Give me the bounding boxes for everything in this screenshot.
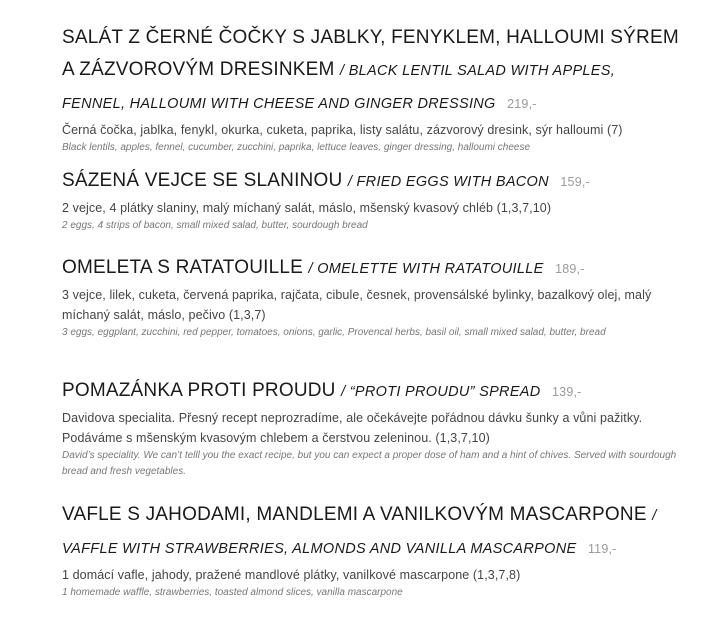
item-price: 219,- [507,97,537,111]
item-name-en: / “PROTI PROUDU” SPREAD [341,384,541,400]
item-name-en: / BLACK LENTIL SALAD WITH APPLES, FENNEL, HALLOUMI WITH CHEESE AND GINGER DRESSING [62,63,616,112]
item-heading [62,252,682,285]
item-description-cz: 3 vejce, lilek, cuketa, červená paprika, rajčata, cibule, česnek, provensálské bylinky, bazalkový olej, malý míchaný salát, máslo, pečivo (1,3,7) [62,288,652,322]
item-description-cz: Davidova specialita. Přesný recept neprozradíme, ale očekávejte pořádnou dávku šunky a vůni pažitky. Podáváme s mšenským kvasovým chlebem a čerstvou zeleninou. (1,3,7,10) [62,411,643,445]
item-name-cz: VAFLE S JAHODAMI, MANDLEMI A VANILKOVÝM MASCARPONE [62,504,647,525]
item-price: 119,- [587,542,617,556]
item-name-en: / OMELETTE WITH RATATOUILLE [308,261,544,277]
item-description-cz: 2 vejce, 4 plátky slaniny, malý míchaný salát, máslo, mšenský kvasový chléb (1,3,7,10) [62,201,552,215]
item-price: 139,- [552,385,582,399]
item-description-cz: Černá čočka, jablka, fenykl, okurka, cuketa, paprika, listy salátu, zázvorový dresink, sýr halloumi (7) [62,123,623,137]
item-name-cz: OMELETA S RATATOUILLE [62,257,304,278]
menu-item-fried-eggs [62,165,682,234]
menu-item-spread [62,375,682,480]
item-heading [62,375,682,408]
item-heading [62,165,682,198]
menu-item-waffle [62,499,682,601]
item-name-cz: SÁZENÁ VEJCE SE SLANINOU [62,170,343,191]
item-price: 189,- [555,262,585,276]
item-name-cz: SALÁT Z ČERNÉ ČOČKY S JABLKY, FENYKLEM, HALLOUMI SÝREM A ZÁZVOROVÝM DRESINKEM [62,27,679,80]
item-name-en: / VAFFLE WITH STRAWBERRIES, ALMONDS AND VANILLA MASCARPONE [62,508,657,557]
menu-item-lentil-salad [62,22,682,156]
item-description-en: Black lentils, apples, fennel, cucumber, zucchini, paprika, lettuce leaves, ginger dressing, halloumi cheese [62,142,531,153]
item-heading [62,22,682,120]
item-price: 159,- [560,175,590,189]
item-description-en: David’s speciality. We can’t telll you the exact recipe, but you can expect a proper dose of ham and a hint of chives. Served with sourdough bread and fresh vegetables. [62,450,677,477]
item-name-en: / FRIED EGGS WITH BACON [347,174,549,190]
item-name-cz: POMAZÁNKA PROTI PROUDU [62,380,336,401]
item-description-en: 2 eggs, 4 strips of bacon, small mixed salad, butter, sourdough bread [62,220,368,231]
item-description-en: 1 homemade waffle, strawberries, toasted almond slices, vanilla mascarpone [62,587,403,598]
item-heading [62,499,682,565]
item-description-en: 3 eggs, eggplant, zucchini, red pepper, tomatoes, onions, garlic, Provencal herbs, basil oil, small mixed salad, butter, bread [62,327,606,338]
item-description-cz: 1 domácí vafle, jahody, pražené mandlové plátky, vanilkové mascarpone (1,3,7,8) [62,568,521,582]
menu-item-omelette [62,252,682,341]
